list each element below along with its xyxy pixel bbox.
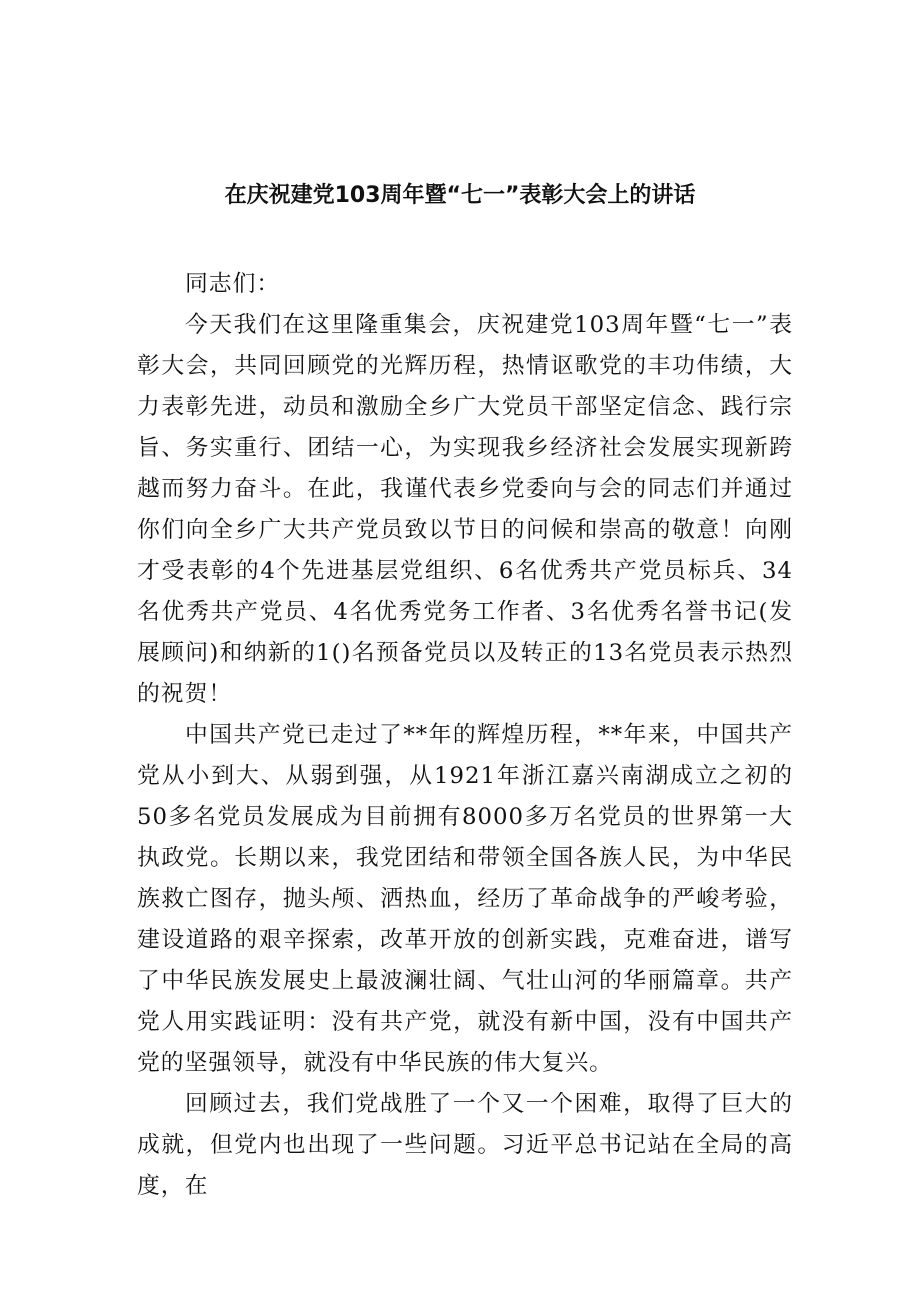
document-title: 在庆祝建党103周年暨“七一”表彰大会上的讲话 bbox=[224, 183, 696, 208]
paragraph-1: 今天我们在这里隆重集会，庆祝建党103周年暨“七一”表彰大会，共同回顾党的光辉历程，热情讴歌党的丰功伟绩，大力表彰先进，动员和激励全乡广大党员干部坚定信念、践行宗旨、务实重行、团结一心，为实现我乡经济社会发展实现新跨越而努力奋斗。在此，我谨代表乡党委向与会的同志们并通过你们向全乡广大共产党员致以节日的问候和崇高的敬意！向刚才受表彰的4个先进基层党组织、6名优秀共产党员标兵、34名优秀共产党员、4名优秀党务工作者、3名优秀名誉书记(发展顾问)和纳新的1()名预备党员以及转正的13名党员表示热烈的祝贺！ bbox=[137, 312, 793, 707]
paragraph-3: 回顾过去，我们党战胜了一个又一个困难，取得了巨大的成就，但党内也出现了一些问题。习近平总书记站在全局的高度，在 bbox=[137, 1091, 793, 1199]
salutation: 同志们： bbox=[185, 271, 281, 297]
document-body bbox=[137, 264, 793, 1207]
paragraph-2: 中国共产党已走过了**年的辉煌历程，**年来，中国共产党从小到大、从弱到强，从1921年浙江嘉兴南湖成立之初的50多名党员发展成为目前拥有8000多万名党员的世界第一大执政党。长期以来，我党团结和带领全国各族人民，为中华民族救亡图存，抛头颅、洒热血，经历了革命战争的严峻考验，建设道路的艰辛探索，改革开放的创新实践，克难奋进，谱写了中华民族发展史上最波澜壮阔、气壮山河的华丽篇章。共产党人用实践证明：没有共产党，就没有新中国，没有中国共产党的坚强领导，就没有中华民族的伟大复兴。 bbox=[137, 722, 793, 1076]
